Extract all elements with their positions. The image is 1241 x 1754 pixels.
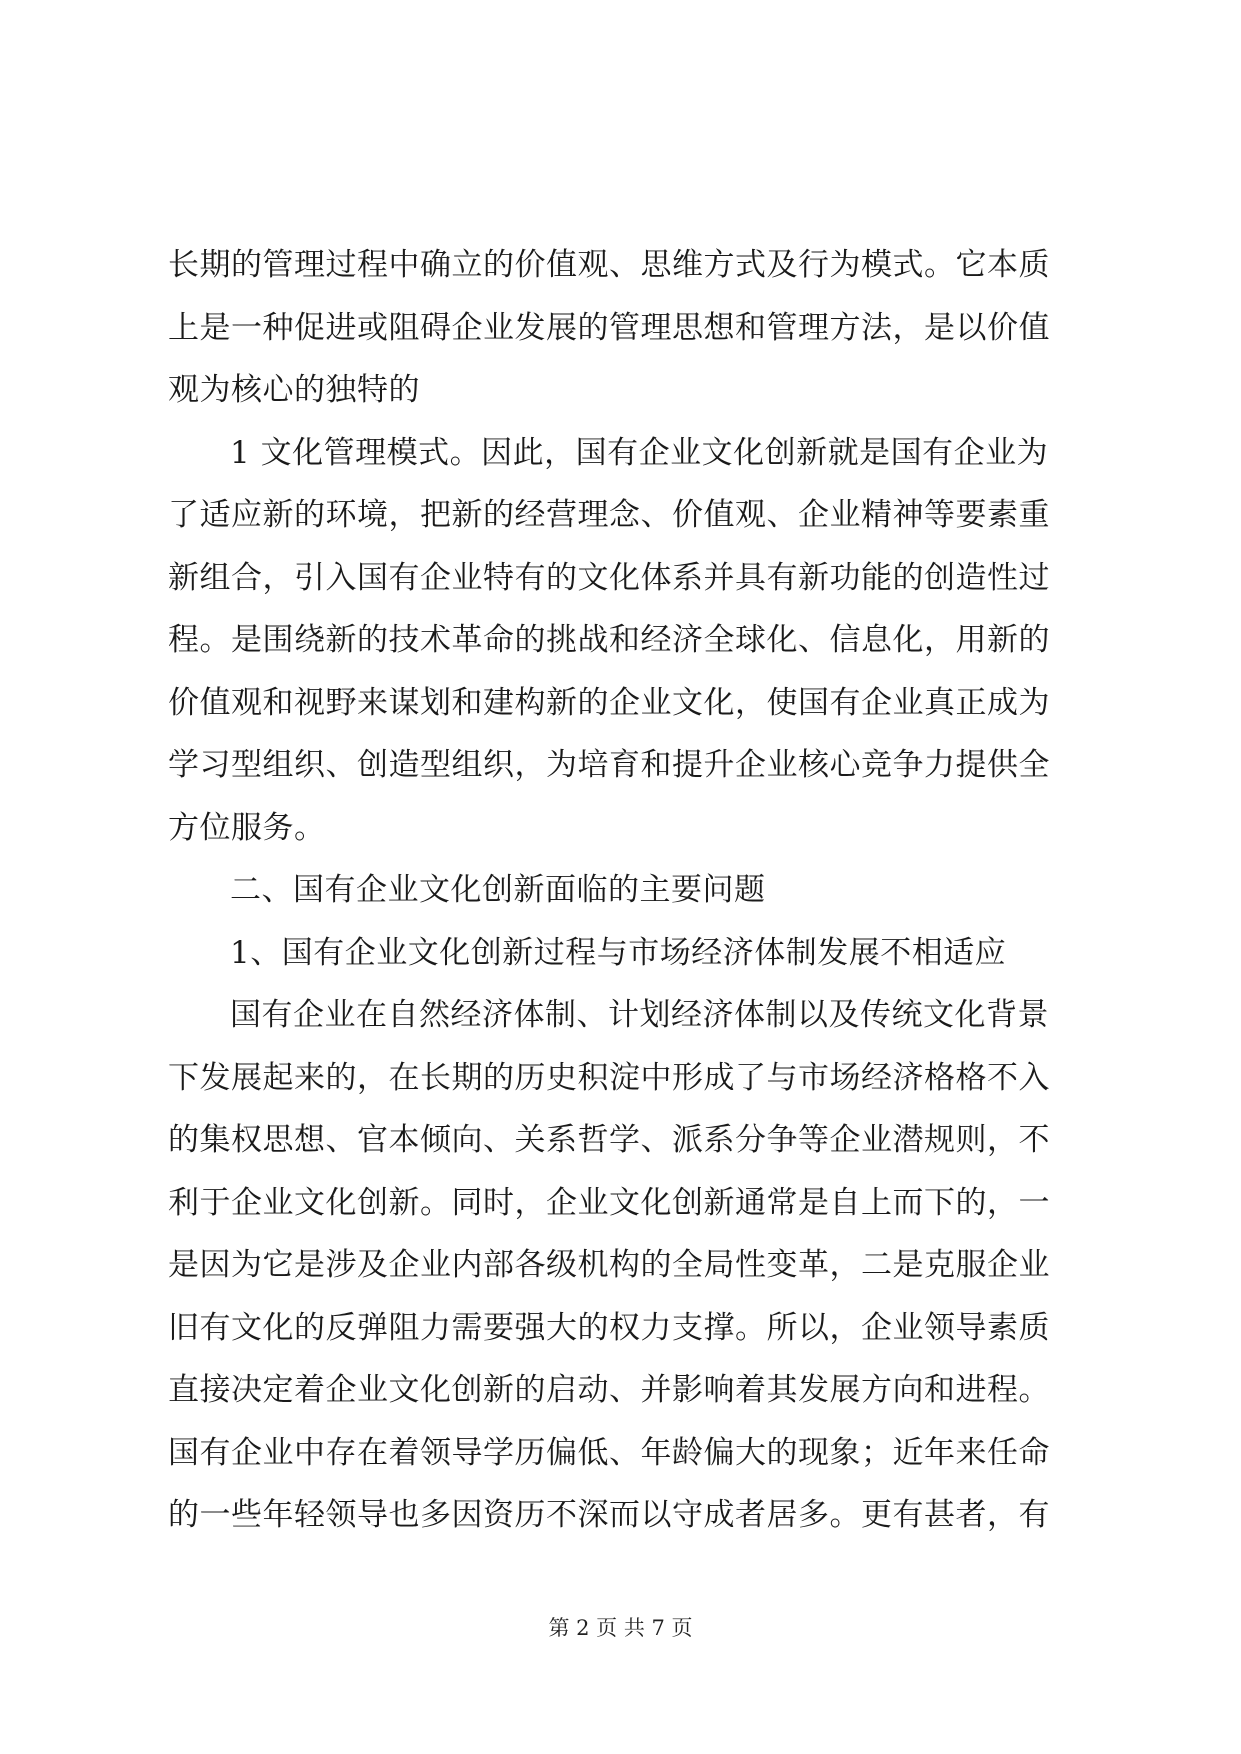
text-line: 国有企业中存在着领导学历偏低、年龄偏大的现象；近年来任命 xyxy=(168,1434,1050,1471)
text-line: 新组合，引入国有企业特有的文化体系并具有新功能的创造性过 xyxy=(168,559,1050,596)
text-line: 直接决定着企业文化创新的启动、并影响着其发展方向和进程。 xyxy=(168,1372,1050,1408)
text-line: 了适应新的环境，把新的经营理念、价值观、企业精神等要素重 xyxy=(168,497,1050,533)
text-line: 程。是围绕新的技术革命的挑战和经济全球化、信息化，用新的 xyxy=(168,622,1050,658)
text-line: 是因为它是涉及企业内部各级机构的全局性变革，二是克服企业 xyxy=(168,1247,1050,1283)
text-line: 方位服务。 xyxy=(168,809,326,846)
text-line: 的集权思想、官本倾向、关系哲学、派系分争等企业潜规则，不 xyxy=(168,1122,1050,1158)
text-line: 旧有文化的反弹阻力需要强大的权力支撑。所以，企业领导素质 xyxy=(168,1309,1050,1346)
text-line: 1 文化管理模式。因此，国有企业文化创新就是国有企业为 xyxy=(230,434,1049,471)
page-number-footer: 第 2 页 共 7 页 xyxy=(548,1616,693,1640)
text-line: 下发展起来的，在长期的历史积淀中形成了与市场经济格格不入 xyxy=(168,1059,1050,1096)
text-line: 长期的管理过程中确立的价值观、思维方式及行为模式。它本质 xyxy=(168,247,1050,283)
subsection-heading: 1、国有企业文化创新过程与市场经济体制发展不相适应 xyxy=(230,934,1007,971)
text-line: 学习型组织、创造型组织，为培育和提升企业核心竞争力提供全 xyxy=(168,747,1050,783)
text-line: 国有企业在自然经济体制、计划经济体制以及传统文化背景 xyxy=(230,997,1049,1033)
body-text xyxy=(168,234,1072,1547)
text-line: 价值观和视野来谋划和建构新的企业文化，使国有企业真正成为 xyxy=(168,684,1050,721)
text-line: 利于企业文化创新。同时，企业文化创新通常是自上而下的，一 xyxy=(168,1184,1050,1221)
text-line: 上是一种促进或阻碍企业发展的管理思想和管理方法，是以价值 xyxy=(168,309,1050,346)
text-line: 观为核心的独特的 xyxy=(168,372,420,408)
section-heading: 二、国有企业文化创新面临的主要问题 xyxy=(230,872,766,908)
text-line: 的一些年轻领导也多因资历不深而以守成者居多。更有甚者，有 xyxy=(168,1497,1050,1533)
